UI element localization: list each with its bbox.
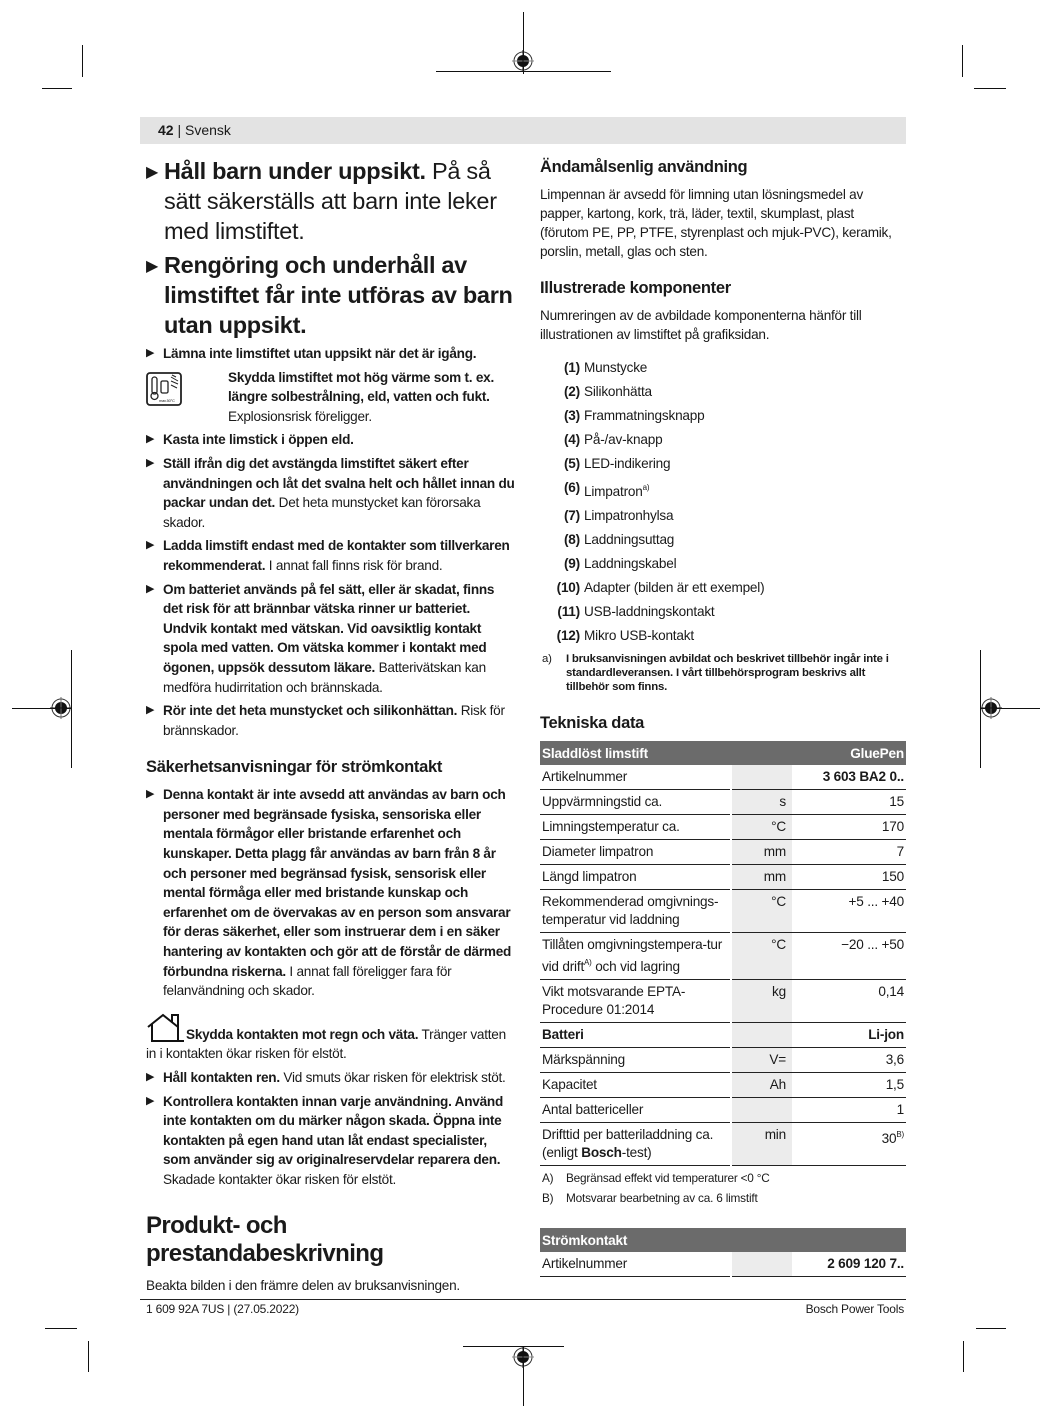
table-header-row bbox=[540, 741, 906, 765]
registration-line bbox=[436, 71, 524, 72]
crop-mark bbox=[45, 1328, 77, 1329]
warning-item bbox=[146, 1068, 516, 1088]
row-value bbox=[792, 1098, 906, 1123]
table-row bbox=[540, 1048, 906, 1073]
row-label-text: Rekommenderad omgivnings-temperatur vid laddning bbox=[542, 894, 719, 927]
warning-bold: Skydda limstiftet mot hög värme som t. ex. längre solbestrålning, eld, vatten och fukt. bbox=[228, 369, 494, 405]
warning-bold: Skydda kontakten mot regn och väta. bbox=[186, 1026, 419, 1042]
registration-mark-icon bbox=[980, 697, 1002, 719]
component-number: (6) bbox=[563, 480, 580, 495]
row-value bbox=[792, 1073, 906, 1098]
warning-bold: Håll kontakten ren. bbox=[163, 1070, 280, 1085]
intended-use-text: Limpennan är avsedd för limning utan lösningsmedel av papper, kartong, kork, trä, läder, textil, skumplast, plast (förutom PE, PP, PTFE, styrenplast och mjuk-PVC), keramik, porslin, metall, glas och sten. bbox=[540, 187, 892, 259]
warning-item bbox=[146, 430, 516, 450]
component-label: Limpatronhylsa bbox=[584, 508, 674, 523]
row-label bbox=[540, 933, 731, 980]
indoor-use-house-icon bbox=[146, 1013, 186, 1043]
footnote-text: I bruksanvisningen avbildat och beskrivet tillbehör ingår inte i standardleveransen. I vårt tillbehörsprogram beskrivs allt tillbehör som finns. bbox=[566, 653, 889, 693]
row-value-text: 15 bbox=[889, 794, 904, 809]
row-label-text: -test) bbox=[621, 1145, 652, 1160]
section-title-tech-data: Tekniska data bbox=[540, 714, 645, 732]
footnote-a bbox=[540, 652, 906, 694]
bullet-triangle-icon: ▶ bbox=[146, 1094, 155, 1107]
header-language: Svensk bbox=[185, 122, 231, 138]
crop-mark bbox=[963, 1341, 964, 1372]
component-item bbox=[540, 624, 906, 648]
row-value bbox=[792, 890, 906, 933]
row-value bbox=[792, 1023, 906, 1048]
row-value-text: 150 bbox=[881, 869, 904, 884]
row-value bbox=[792, 865, 906, 890]
component-item bbox=[540, 404, 906, 428]
components-list bbox=[540, 356, 906, 648]
warning-bold: Kasta inte limstick i öppen eld. bbox=[163, 432, 354, 448]
right-column bbox=[540, 156, 906, 1277]
footnote-text: Begränsad effekt vid temperaturer <0 °C bbox=[566, 1171, 770, 1185]
row-value bbox=[792, 980, 906, 1023]
bullet-triangle-icon: ▶ bbox=[146, 433, 155, 446]
row-label-text: och vid lagring bbox=[591, 959, 680, 974]
row-label-footnote-ref: A) bbox=[584, 958, 592, 967]
row-value-text: 1,5 bbox=[885, 1077, 904, 1092]
row-unit: s bbox=[731, 790, 792, 815]
row-label bbox=[540, 1048, 731, 1073]
crop-mark bbox=[88, 1341, 89, 1372]
table-row bbox=[540, 1252, 906, 1277]
component-number: (11) bbox=[557, 604, 580, 619]
row-value bbox=[792, 1048, 906, 1073]
product-description: Beakta bilden i den främre delen av bruksanvisningen. bbox=[146, 1277, 460, 1293]
row-label-text: Diameter limpatron bbox=[542, 844, 654, 859]
section-title-power-safety: Säkerhetsanvisningar för strömkontakt bbox=[146, 758, 443, 777]
component-number: (5) bbox=[563, 456, 580, 471]
table-header-model: GluePen bbox=[792, 741, 906, 765]
row-label-text: Märkspänning bbox=[542, 1052, 625, 1067]
table-row bbox=[540, 1023, 906, 1048]
registration-mark-icon bbox=[512, 50, 534, 72]
warning-item bbox=[146, 454, 516, 532]
component-label: Limpatron bbox=[584, 484, 643, 499]
row-value bbox=[792, 1123, 906, 1166]
bullet-triangle-icon: ▶ bbox=[146, 456, 155, 469]
row-value-text: 7 bbox=[896, 844, 904, 859]
table-row bbox=[540, 790, 906, 815]
component-footnote-ref: a) bbox=[642, 483, 650, 492]
heat-warning-item bbox=[146, 368, 516, 427]
row-label bbox=[540, 1023, 731, 1048]
warning-text: I annat fall föreligger fara för felanvändning och skador. bbox=[163, 963, 452, 999]
components-intro: Numreringen av de avbildade komponenterna hänför till illustrationen av limstiftet på grafiksidan. bbox=[540, 308, 862, 342]
component-label: Munstycke bbox=[584, 360, 648, 375]
footer-divider bbox=[140, 1299, 906, 1300]
row-unit: kg bbox=[731, 980, 792, 1023]
footnote-key: a) bbox=[542, 653, 552, 665]
row-value-footnote-ref: B) bbox=[896, 1130, 904, 1139]
page-number: 42 bbox=[158, 122, 174, 138]
section-title-intended-use: Ändamålsenlig användning bbox=[540, 158, 748, 176]
warning-bold: Ställ ifrån dig det avstängda limstiftet säkert efter användningen och låt det svalna helt och hållet innan du packar undan det. bbox=[163, 455, 515, 511]
bullet-triangle-icon: ▶ bbox=[146, 582, 155, 595]
component-number: (1) bbox=[563, 360, 580, 375]
row-label-text: Uppvärmningstid ca. bbox=[542, 794, 663, 809]
row-unit bbox=[731, 1252, 792, 1277]
warning-bold: Lämna inte limstiftet utan uppsikt när det är igång. bbox=[163, 346, 477, 361]
component-item bbox=[540, 528, 906, 552]
component-item bbox=[540, 600, 906, 624]
row-value-text: −20 ... +50 bbox=[841, 937, 904, 952]
tech-data-table bbox=[540, 741, 906, 1166]
component-label: Mikro USB-kontakt bbox=[584, 628, 694, 643]
table-row bbox=[540, 815, 906, 840]
component-item bbox=[540, 428, 906, 452]
row-label bbox=[540, 765, 731, 790]
warning-item bbox=[146, 580, 516, 698]
row-value-text: 0,14 bbox=[878, 984, 904, 999]
footer-doc-number: 1 609 92A 7US | (27.05.2022) bbox=[146, 1302, 299, 1316]
row-label: Artikelnummer bbox=[540, 1252, 731, 1277]
table-header-product-type: Sladdlöst limstift bbox=[540, 741, 792, 765]
warning-text: På så sätt säkerställs att barn inte leker med limstiftet. bbox=[164, 158, 497, 244]
table-footnote bbox=[540, 1188, 906, 1208]
warning-bold: Om batteriet används på fel sätt, eller är skadat, finns det risk för att brännbar vätska rinner ur batteriet. Undvik kontakt med vätskan. Vid oavsiktlig kontakt spola med vatten. Om vätska kommer i kontakt med ögonen, uppsök dessutom läkare. bbox=[163, 581, 495, 675]
crop-mark bbox=[42, 88, 72, 89]
warning-bold: Denna kontakt är inte avsedd att användas av barn och personer med begränsade fysiska, sensoriska eller mentala förmågor eller bristande erfarenhet och kunskaper. Detta plagg får användas av barn från 8 år och personer med begränsad fysisk, sensorisk eller mental förmåga eller med bristande kunskap och erfarenhet om de övervakas av en person som ansvarar för deras säkerhet, eller som instruerar dem i en säker hantering av kontakten och gör att de förstår de därmed förbundna riskerna. bbox=[163, 787, 512, 979]
table-row bbox=[540, 890, 906, 933]
table-row bbox=[540, 865, 906, 890]
row-value: 2 609 120 7.. bbox=[792, 1252, 906, 1277]
crop-mark bbox=[962, 45, 963, 77]
row-value bbox=[792, 790, 906, 815]
warning-bold: Kontrollera kontakten innan varje användning. Använd inte kontakten om du märker någon skada. Öppna inte kontakten på egen hand utan låt endast specialister, som använder sig av originalreservdelar reparera den. bbox=[163, 1093, 503, 1168]
component-label: Frammatningsknapp bbox=[584, 408, 705, 423]
row-value-text: +5 ... +40 bbox=[848, 894, 904, 909]
bullet-triangle-icon: ▶ bbox=[146, 788, 155, 801]
bullet-triangle-icon: ▶ bbox=[146, 539, 155, 552]
section-title-product: Produkt- och prestandabeskrivning bbox=[146, 1211, 384, 1267]
row-label-text: Limningstemperatur ca. bbox=[542, 819, 680, 834]
component-number: (8) bbox=[563, 532, 580, 547]
warning-text: Tränger vatten in i kontakten ökar risken för elstöt. bbox=[146, 1026, 506, 1062]
component-number: (9) bbox=[563, 556, 580, 571]
indoor-use-item bbox=[146, 1013, 516, 1064]
row-label bbox=[540, 865, 731, 890]
warning-item-large bbox=[146, 156, 516, 246]
table-row bbox=[540, 1098, 906, 1123]
row-unit bbox=[731, 1023, 792, 1048]
row-label-text: Längd limpatron bbox=[542, 869, 637, 884]
warning-text: Batterivätskan kan medföra hudirritation och brännskada. bbox=[163, 659, 486, 695]
bullet-triangle-icon: ▶ bbox=[146, 1071, 155, 1083]
row-label bbox=[540, 790, 731, 815]
component-item bbox=[540, 504, 906, 528]
registration-mark-icon bbox=[50, 697, 72, 719]
table-row bbox=[540, 980, 906, 1023]
row-value-text: 170 bbox=[881, 819, 904, 834]
warning-text: Det heta munstycket kan förorsaka skador. bbox=[163, 495, 481, 530]
warning-text: Risk för brännskador. bbox=[163, 703, 505, 738]
row-unit: V= bbox=[731, 1048, 792, 1073]
row-label-text: Tillåten omgivningstempera-tur vid drift bbox=[542, 937, 723, 974]
component-label: Adapter (bilden är ett exempel) bbox=[584, 580, 765, 595]
row-value bbox=[792, 765, 906, 790]
row-unit bbox=[731, 765, 792, 790]
row-value bbox=[792, 933, 906, 980]
row-label bbox=[540, 980, 731, 1023]
component-number: (2) bbox=[563, 384, 580, 399]
component-number: (4) bbox=[563, 432, 580, 447]
table-header-power-adapter: Strömkontakt bbox=[540, 1228, 906, 1252]
component-item bbox=[540, 380, 906, 404]
component-item bbox=[540, 576, 906, 600]
component-number: (3) bbox=[563, 408, 580, 423]
table-row bbox=[540, 1073, 906, 1098]
row-value bbox=[792, 840, 906, 865]
table-row bbox=[540, 765, 906, 790]
warning-bold: Rör inte det heta munstycket och silikonhättan. bbox=[163, 703, 458, 719]
bullet-triangle-icon: ▶ bbox=[146, 704, 155, 717]
row-label-text: Batteri bbox=[542, 1027, 584, 1042]
crop-mark bbox=[82, 45, 83, 77]
row-label-text: Vikt motsvarande EPTA-Procedure 01:2014 bbox=[542, 984, 686, 1017]
row-unit: °C bbox=[731, 815, 792, 840]
row-label bbox=[540, 1123, 731, 1166]
row-unit: mm bbox=[731, 865, 792, 890]
row-label bbox=[540, 890, 731, 933]
row-label-text: Kapacitet bbox=[542, 1077, 597, 1092]
warning-item bbox=[146, 536, 516, 575]
table-row bbox=[540, 840, 906, 865]
registration-mark-icon bbox=[512, 1346, 534, 1368]
heat-icon-caption: max.50°C bbox=[159, 397, 175, 403]
component-label: LED-indikering bbox=[584, 456, 671, 471]
footnote-key: B) bbox=[542, 1191, 554, 1205]
row-unit: mm bbox=[731, 840, 792, 865]
crop-mark bbox=[976, 1328, 1006, 1329]
power-adapter-table bbox=[540, 1228, 906, 1277]
component-label: På-/av-knapp bbox=[584, 432, 663, 447]
warning-item bbox=[146, 785, 516, 1001]
warning-text: Explosionsrisk föreligger. bbox=[228, 408, 372, 424]
warning-text: Skadade kontakter ökar risken för elstöt. bbox=[163, 1171, 397, 1187]
component-item bbox=[540, 476, 906, 504]
component-item bbox=[540, 452, 906, 476]
row-unit bbox=[731, 1098, 792, 1123]
row-label-text: Antal battericeller bbox=[542, 1102, 644, 1117]
warning-item bbox=[146, 344, 516, 364]
row-value-text: 3,6 bbox=[885, 1052, 904, 1067]
component-label: USB-laddningskontakt bbox=[584, 604, 715, 619]
row-label-text: Drifttid per batteriladdning ca. (enligt bbox=[542, 1127, 714, 1160]
row-unit: Ah bbox=[731, 1073, 792, 1098]
component-number: (10) bbox=[556, 580, 580, 595]
row-label bbox=[540, 1098, 731, 1123]
component-item bbox=[540, 356, 906, 380]
row-value-text: 30 bbox=[881, 1131, 897, 1146]
row-value-text: 1 bbox=[896, 1102, 904, 1117]
bullet-triangle-icon: ▶ bbox=[146, 164, 159, 181]
row-unit: °C bbox=[731, 933, 792, 980]
row-label bbox=[540, 840, 731, 865]
left-column bbox=[146, 156, 516, 1295]
component-label: Laddningsuttag bbox=[584, 532, 675, 547]
component-label: Silikonhätta bbox=[584, 384, 652, 399]
row-label-brand: Bosch bbox=[581, 1145, 622, 1160]
footnote-text: Motsvarar bearbetning av ca. 6 limstift bbox=[566, 1191, 758, 1205]
table-row bbox=[540, 1123, 906, 1166]
bullet-triangle-icon: ▶ bbox=[146, 258, 159, 275]
warning-bold: Håll barn under uppsikt. bbox=[164, 158, 426, 184]
header-separator: | bbox=[173, 122, 185, 138]
component-number: (12) bbox=[556, 628, 580, 643]
bullet-triangle-icon: ▶ bbox=[146, 347, 155, 359]
warning-item bbox=[146, 701, 516, 740]
component-item bbox=[540, 552, 906, 576]
page-label bbox=[158, 122, 231, 138]
row-label-text: Artikelnummer bbox=[542, 769, 628, 784]
row-value bbox=[792, 815, 906, 840]
warning-item bbox=[146, 1092, 516, 1190]
component-number: (7) bbox=[563, 508, 580, 523]
component-label: Laddningskabel bbox=[584, 556, 677, 571]
row-value-text: 3 603 BA2 0.. bbox=[822, 769, 904, 784]
footnote-key: A) bbox=[542, 1171, 554, 1185]
table-row bbox=[540, 933, 906, 980]
section-title-components: Illustrerade komponenter bbox=[540, 279, 731, 297]
table-footnotes bbox=[540, 1168, 906, 1208]
registration-line bbox=[523, 71, 611, 72]
warning-item-large bbox=[146, 250, 516, 340]
footer-brand: Bosch Power Tools bbox=[805, 1302, 904, 1316]
warning-text: I annat fall finns risk för brand. bbox=[265, 557, 443, 573]
warning-bold: Rengöring och underhåll av limstiftet får inte utföras av barn utan uppsikt. bbox=[164, 252, 513, 338]
row-unit: min bbox=[731, 1123, 792, 1166]
table-header-row bbox=[540, 1228, 906, 1252]
row-label bbox=[540, 1073, 731, 1098]
table-footnote bbox=[540, 1168, 906, 1188]
row-label bbox=[540, 815, 731, 840]
warning-bold: Ladda limstift endast med de kontakter som tillverkaren rekommenderat. bbox=[163, 538, 510, 573]
warning-text: Vid smuts ökar risken för elektrisk stöt. bbox=[279, 1070, 506, 1085]
thermometer-heat-warning-icon bbox=[146, 372, 182, 406]
crop-mark bbox=[974, 88, 1006, 89]
row-unit: °C bbox=[731, 890, 792, 933]
page-header bbox=[140, 117, 906, 144]
row-value-text: Li-jon bbox=[868, 1027, 904, 1042]
